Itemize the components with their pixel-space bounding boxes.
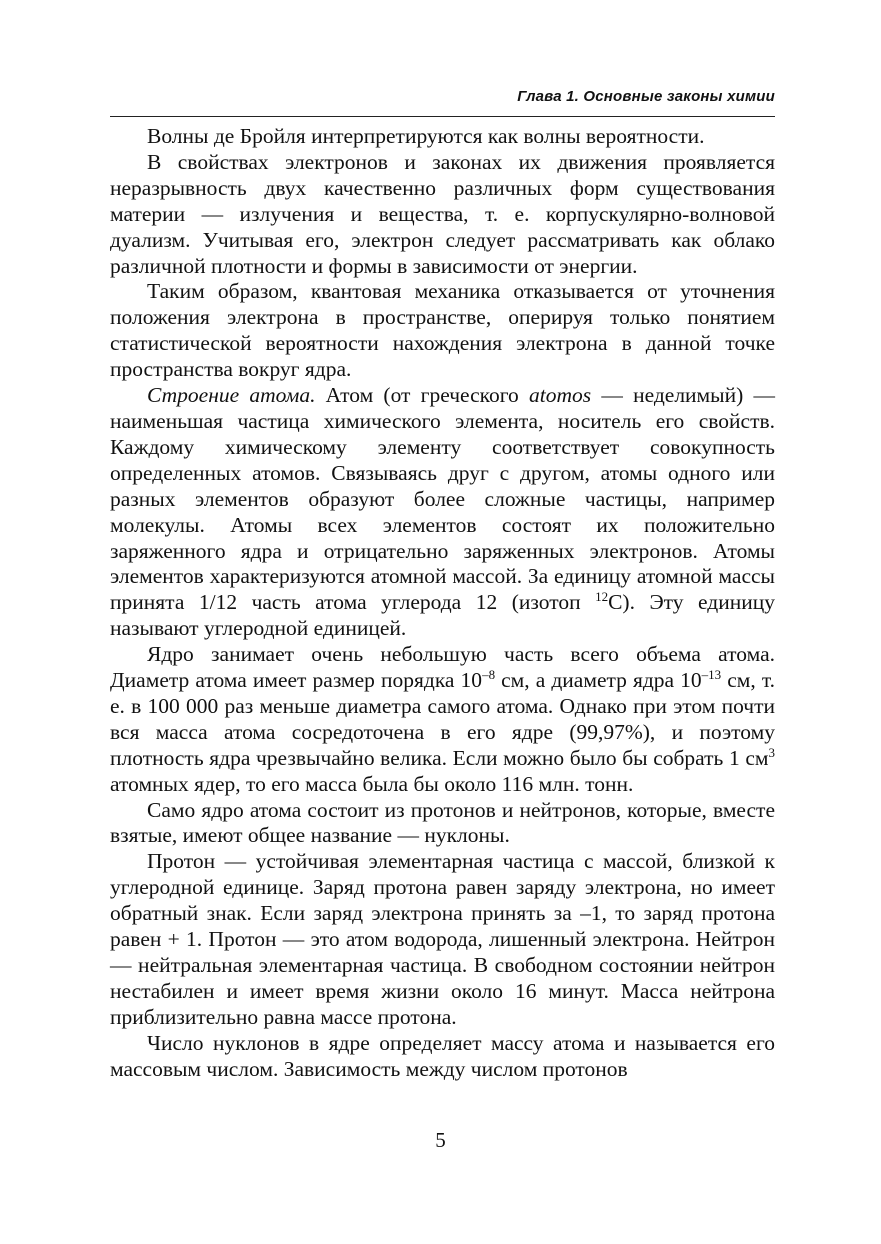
paragraph-6: Само ядро атома состоит из протонов и нейтронов, которые, вместе взятые, имеют общее название — нуклоны. [110, 797, 775, 848]
paragraph-1: Волны де Бройля интерпретируются как волны вероятности. [147, 124, 705, 148]
paragraph-4-part-a: Атом (от греческого [315, 383, 530, 408]
paragraph-8: Число нуклонов в ядре определяет массу атома и называется его массовым числом. Зависимость между числом протонов [110, 1030, 775, 1081]
section-term: Строение атома. [147, 383, 316, 408]
exponent-1: –8 [482, 666, 496, 682]
paragraph-5-part-a: Ядро занимает очень небольшую часть всего объема атома. Диаметр атома имеет размер порядка 10 [110, 642, 775, 693]
paragraph-5-part-d: атомных ядер, то его масса была бы около 116 млн. тонн. [110, 771, 634, 796]
paragraph-7: Протон — устойчивая элементарная частица с массой, близкой к углеродной единице. Заряд протона равен заряду электрона, но имеет обратный знак. Если заряд электрона принять за –1, то заряд протона равен + 1. Протон — это атом водорода, лишенный электрона. Нейтрон — нейтральная элементарная частица. В свободном состоянии нейтрон нестабилен и имеет время жизни около 16 минут. Масса нейтрона приблизительно равна массе протона. [110, 849, 775, 1029]
paragraph-5-part-c: см, т. е. в 100 000 раз меньше диаметра самого атома. Однако при этом почти вся масса атома сосредоточена в его ядре (99,97%), и поэтому плотность ядра чрезвычайно велика. Если можно было бы собрать 1 см [110, 668, 775, 770]
exponent-3: 3 [768, 744, 775, 760]
body-text [110, 124, 775, 1083]
isotope-superscript: 12 [595, 589, 609, 605]
paragraph-5-part-b: см, а диаметр ядра 10 [495, 668, 702, 693]
greek-word: atomos [529, 383, 592, 408]
paragraph-2: В свойствах электронов и законах их движения проявляется неразрывность двух качественно различных форм существования материи — излучения и вещества, т. е. корпускулярно-волновой дуализм. Учитывая его, электрон следует рассматривать как облако различной плотности и формы в зависимости от энергии. [110, 149, 775, 278]
paragraph-4 [110, 383, 775, 642]
header-rule [110, 116, 775, 117]
paragraph-4-part-c: С). Эту единицу называют углеродной единицей. [110, 590, 775, 641]
paragraph-3: Таким образом, квантовая механика отказывается от уточнения положения электрона в пространстве, оперируя только понятием статистической вероятности нахождения электрона в данной точке пространства вокруг ядра. [110, 279, 775, 382]
exponent-2: –13 [701, 666, 722, 682]
paragraph-5 [110, 642, 775, 797]
paragraph-4-part-b: — неделимый) — наименьшая частица химического элемента, носитель его свойств. Каждому химическому элементу соответствует совокупность определенных атомов. Связываясь друг с другом, атомы одного или разных элементов образуют более сложные частицы, например молекулы. Атомы всех элементов состоят их положительно заряженного ядра и отрицательно заряженных электронов. Атомы элементов характеризуются атомной массой. За единицу атомной массы принята 1/12 часть атома углерода 12 (изотоп [110, 383, 775, 615]
running-head: Глава 1. Основные законы химии [517, 88, 775, 105]
page-number: 5 [435, 1128, 446, 1152]
